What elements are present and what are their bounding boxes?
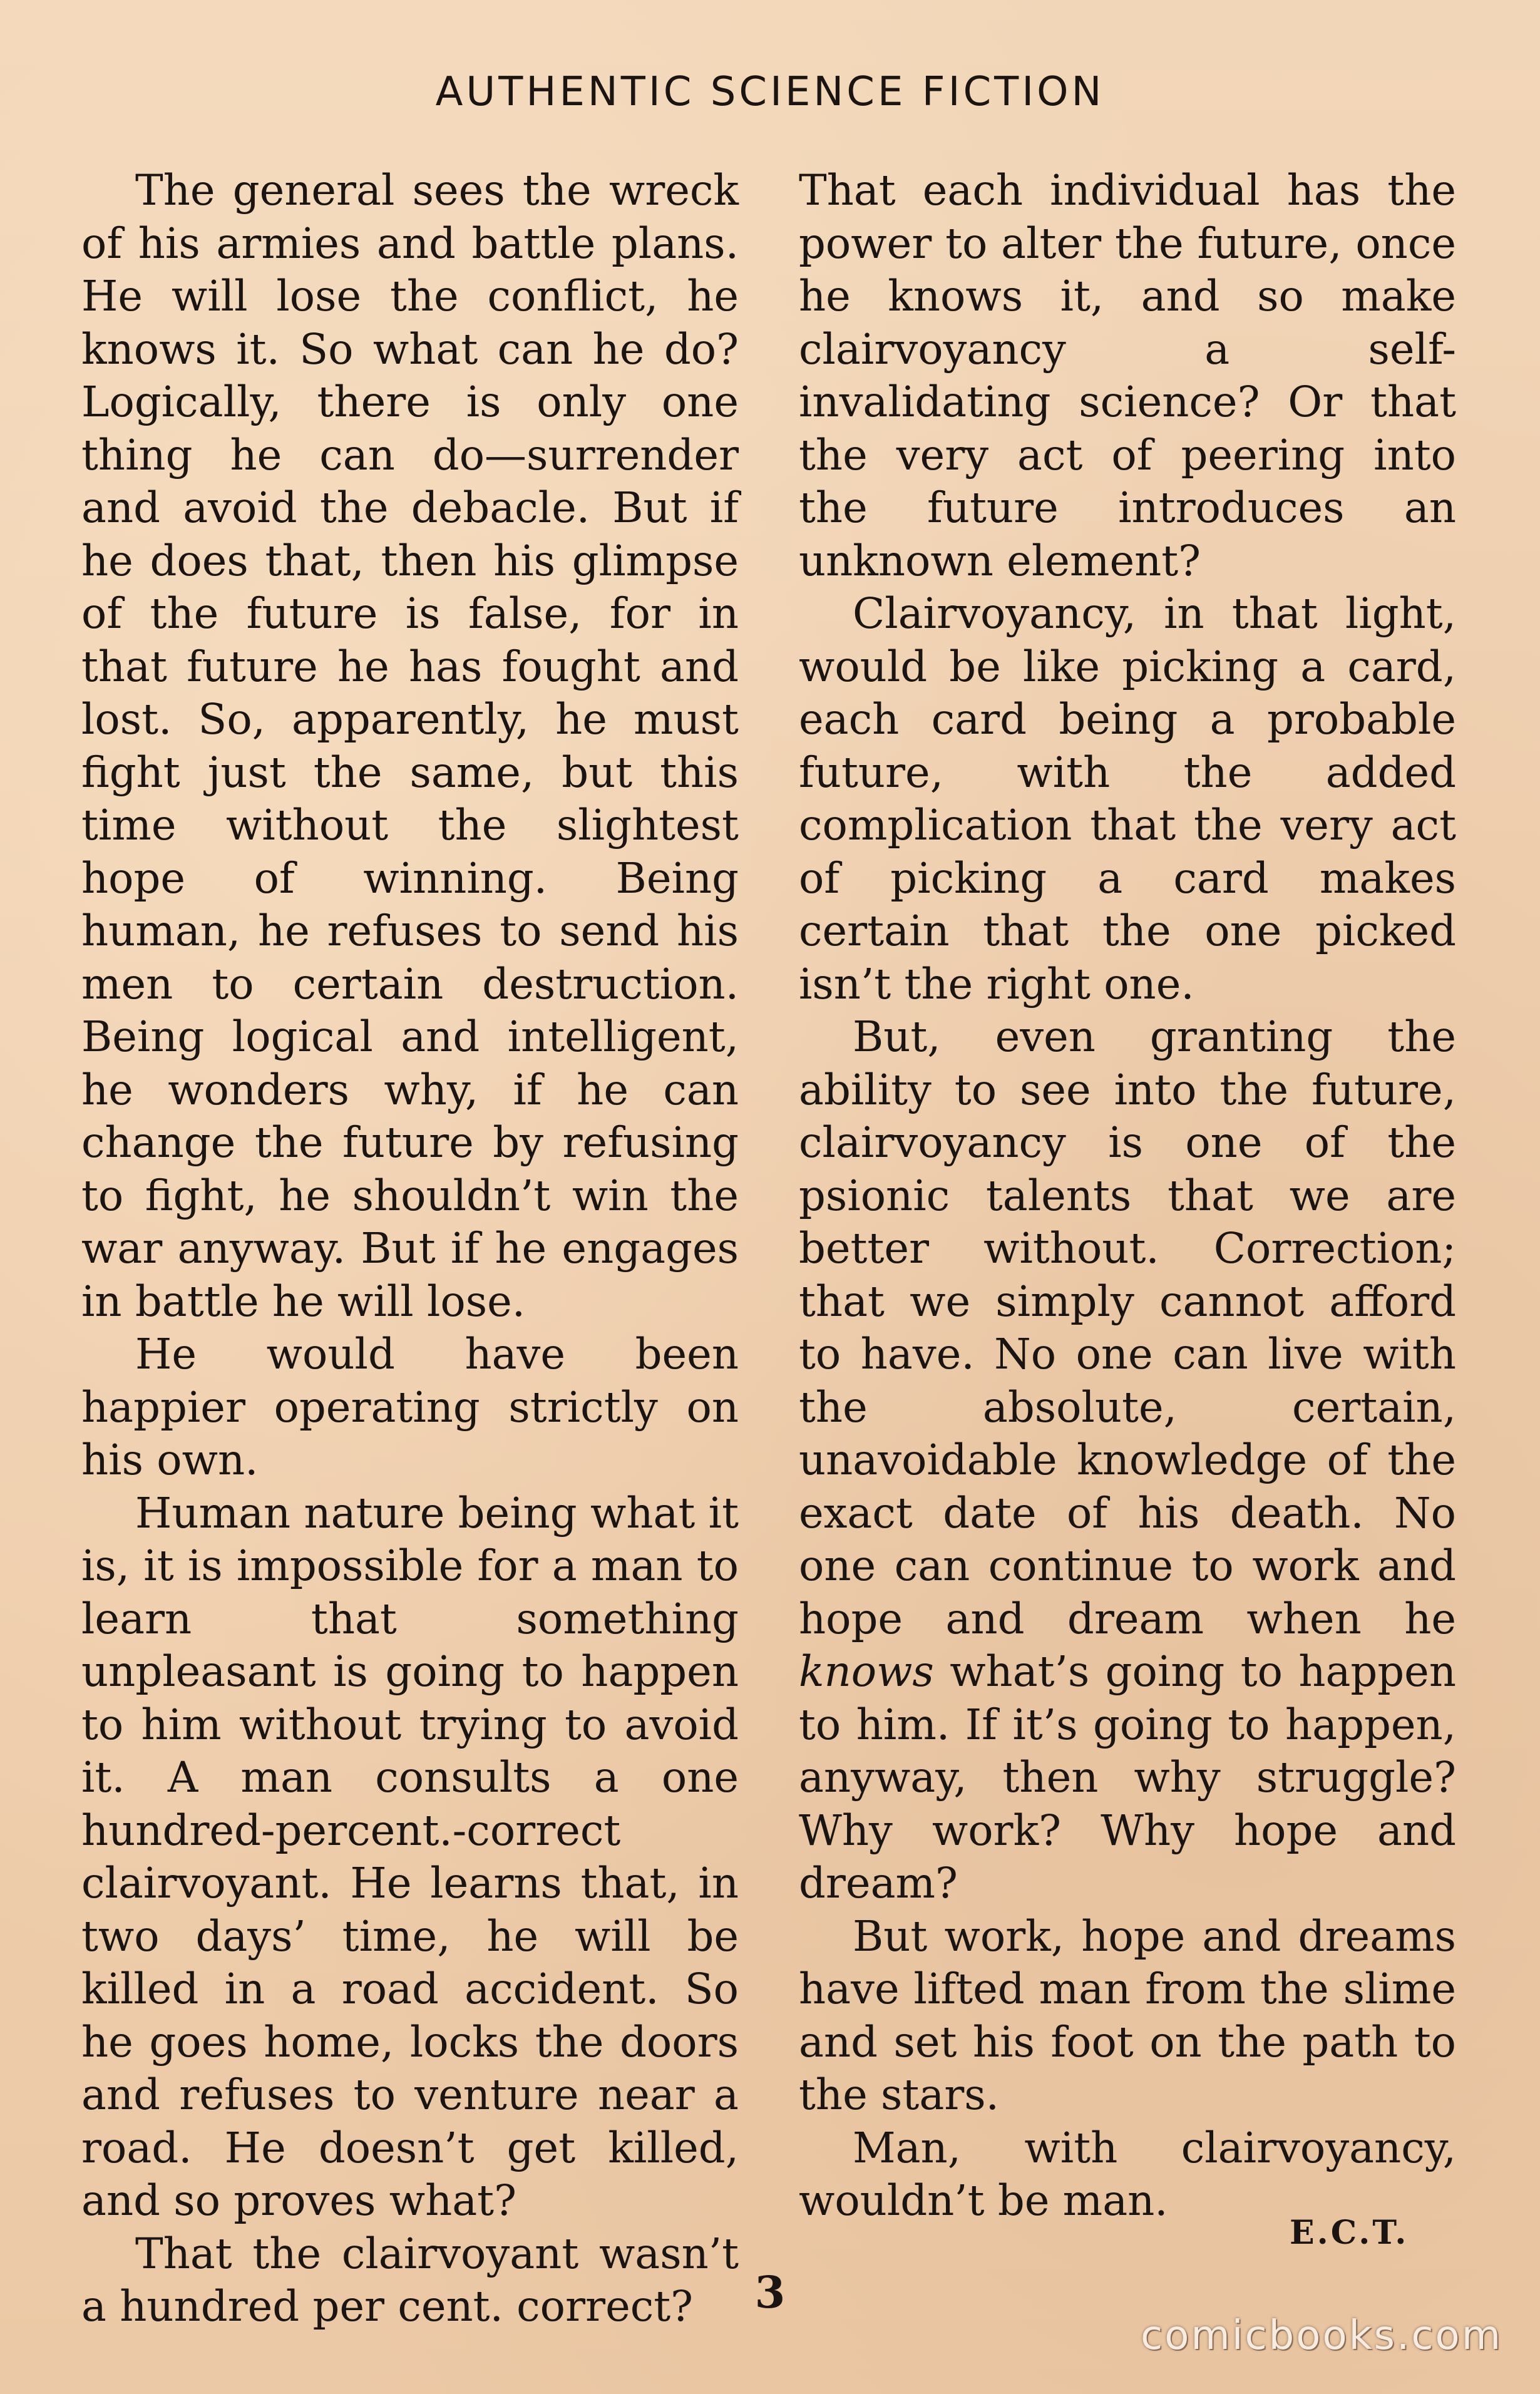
right-column xyxy=(799,164,1456,2227)
paragraph-text: But, even granting the ability to see into the future, clairvoyancy is one of the psionic talents that we are better without. Correction; that we simply cannot afford to have. No one can live with the absolute, certain, unavoidable knowledge of the exact date of his death. No one can continue to work and hope and dream when he xyxy=(799,1012,1456,1643)
running-header: AUTHENTIC SCIENCE FICTION xyxy=(435,69,1105,115)
paragraph: But work, hope and dreams have lifted man from the slime and set his foot on the path to the stars. xyxy=(799,1911,1456,2119)
paragraph: Man, with clairvoyancy, wouldn’t be man. xyxy=(799,2123,1456,2225)
paragraph: He would have been happier operating strictly on his own. xyxy=(81,1330,739,1484)
page-number: 3 xyxy=(754,2266,786,2318)
paragraph xyxy=(799,1010,1456,1910)
paragraph-text: what’s going to happen to him. If it’s going to happen, anyway, then why struggle? Why work? Why hope and dream? xyxy=(799,1647,1456,1908)
paragraph: That each individual has the power to alter the future, once he knows it, and so make clairvoyancy a self-invalidating science? Or that the very act of peering into the future introduces an unknown element? xyxy=(799,166,1456,585)
watermark: comicbooks.com xyxy=(1141,2313,1503,2359)
author-signature: E.C.T. xyxy=(1290,2214,1409,2252)
paragraph: The general sees the wreck of his armies and battle plans. He will lose the conflict, he knows it. So what can he do? Logically, there is only one thing he can do—surrender and avoid the debacle. But if he does that, then his glimpse of the future is false, for in that future he has fought and lost. So, apparently, he must fight just the same, but this time without the slightest hope of winning. Being human, he refuses to send his men to certain destruction. Being logical and intelligent, he wonders why, if he can change the future by refusing to fight, he shouldn’t win the war anyway. But if he engages in battle he will lose. xyxy=(81,166,739,1326)
left-column xyxy=(81,164,739,2333)
emphasis-text: knows xyxy=(799,1647,934,1696)
paragraph: Clairvoyancy, in that light, would be like picking a card, each card being a probable future, with the added complication that the very act of picking a card makes certain that the one picked isn’t the right one. xyxy=(799,589,1456,1009)
paragraph: That the clairvoyant wasn’t a hundred per cent. correct? xyxy=(81,2229,739,2331)
paragraph: Human nature being what it is, it is impossible for a man to learn that something unpleasant is going to happen to him without trying to avoid it. A man consults a one hundred-percent.-correct clairvoyant. He learns that, in two days’ time, he will be killed in a road accident. So he goes home, locks the doors and refuses to venture near a road. He doesn’t get killed, and so proves what? xyxy=(81,1488,739,2225)
